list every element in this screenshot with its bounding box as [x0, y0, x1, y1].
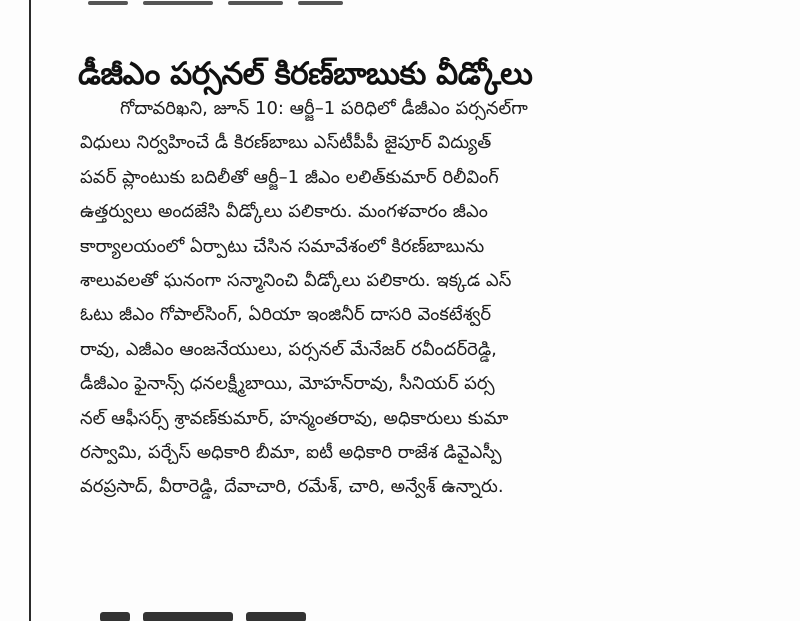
- cropped-text-mark: [100, 612, 130, 621]
- article-line: వరప్రసాద్, వీరారెడ్డి, దేవాచారి, రమేశ్, చారి, అన్వేశ్ ఉన్నారు.: [80, 476, 504, 498]
- article-line: గోదావరిఖని, జూన్ 10: ఆర్జీ–1 పరిధిలో డీజీఎం పర్సనల్‌గా: [120, 98, 528, 119]
- cropped-text-mark: [143, 1, 213, 5]
- article-line: రస్వామి, పర్చేస్ అధికారి బీమా, ఐటీ అధికారి రాజేశ డివైఎస్పీ: [80, 442, 502, 464]
- previous-headline-fragment: [88, 0, 388, 6]
- article-headline: డీజీఎం పర్సనల్ కిరణ్‌బాబుకు వీడ్కోలు: [78, 55, 533, 92]
- next-headline-fragment: [100, 606, 400, 621]
- cropped-text-mark: [246, 612, 306, 621]
- article-line: కార్యాలయంలో ఏర్పాటు చేసిన సమావేశంలో కిరణ్‌బాబును: [80, 235, 485, 257]
- article-line: రావు, ఎజీఎం ఆంజనేయులు, పర్సనల్ మేనేజర్ రవీందర్‌రెడ్డి,: [80, 338, 497, 360]
- cropped-text-mark: [143, 612, 233, 621]
- article-line: విధులు నిర్వహించే డీ కిరణ్‌బాబు ఎస్‌టీపీపీ జైపూర్ విద్యుత్: [80, 132, 492, 154]
- article-line: పవర్ ప్లాంటుకు బదిలీతో ఆర్జీ–1 జీఎం లలిత్‌కుమార్ రిలీవింగ్: [80, 166, 499, 188]
- cropped-text-mark: [298, 1, 343, 5]
- column-divider: [29, 0, 31, 621]
- article-line: ఓటు జీఎం గోపాల్‌సింగ్, ఏరియా ఇంజినీర్ దాసరి వెంకటేశ్వర్: [80, 304, 492, 326]
- cropped-text-mark: [88, 1, 128, 5]
- article-line: ఉత్తర్వులు అందజేసి వీడ్కోలు పలికారు. మంగళవారం జీఎం: [80, 201, 488, 223]
- article-body: [80, 92, 740, 505]
- article-line: శాలువలతో ఘనంగా సన్మానించి వీడ్కోలు పలికారు. ఇక్కడ ఎస్: [80, 270, 512, 292]
- article-line: నల్ ఆఫీసర్స్ శ్రావణ్‌కుమార్, హన్మంతరావు, అధికారులు కుమా: [80, 407, 509, 429]
- article-line: డీజీఎం ఫైనాన్స్ ధనలక్ష్మీబాయి, మోహన్‌రావు, సీనియర్ పర్స: [80, 373, 495, 395]
- cropped-text-mark: [228, 1, 283, 5]
